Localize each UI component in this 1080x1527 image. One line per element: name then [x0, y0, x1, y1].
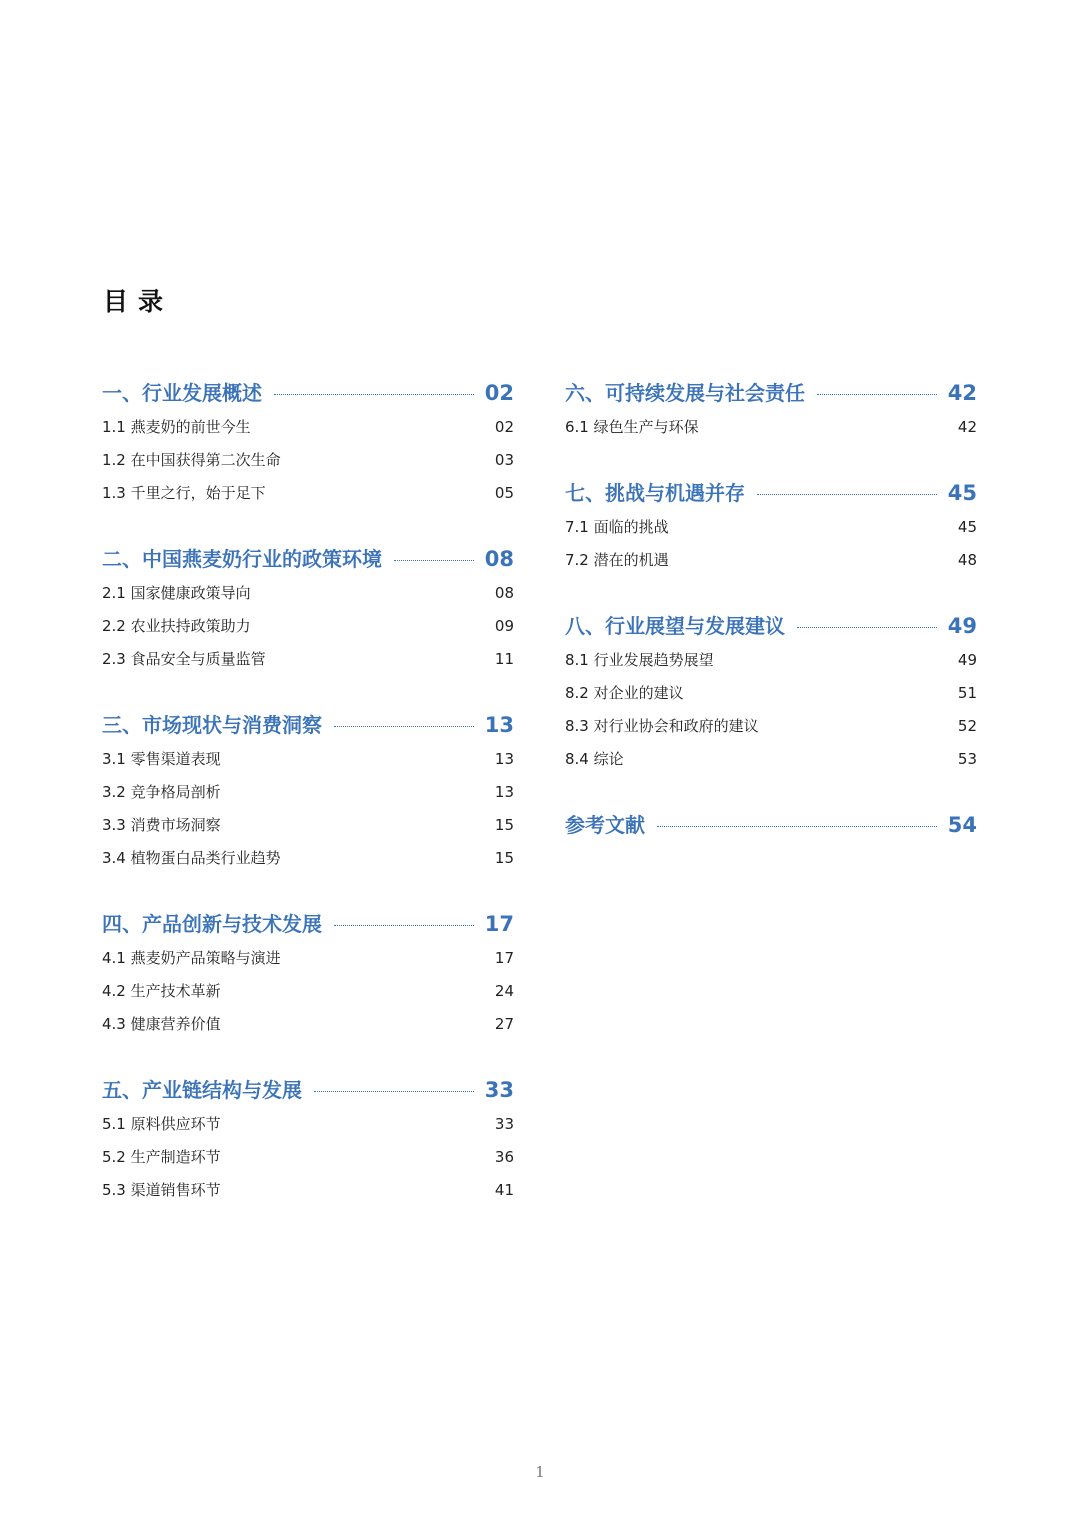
toc-entry-link[interactable] — [102, 775, 514, 808]
toc-entry-link[interactable] — [102, 476, 514, 509]
toc-entry-label: 7.1 面临的挑战 — [565, 518, 669, 536]
toc-entry-link[interactable] — [565, 543, 977, 576]
toc-entry-link[interactable] — [102, 974, 514, 1007]
chapter-title: 六、可持续发展与社会责任 — [565, 381, 805, 405]
chapter-page-number: 42 — [947, 381, 977, 405]
toc-entry-page-number: 52 — [957, 716, 977, 735]
toc-chapter — [565, 376, 977, 443]
toc-entry-label: 8.2 对企业的建议 — [565, 684, 684, 702]
toc-entry-link[interactable] — [565, 410, 977, 443]
toc-entry-link[interactable] — [565, 709, 977, 742]
toc-entry-page-number: 48 — [957, 550, 977, 569]
toc-entry-link[interactable] — [102, 1007, 514, 1040]
chapter-page-number: 45 — [947, 481, 977, 505]
dotted-leader — [394, 560, 474, 561]
chapter-title: 七、挑战与机遇并存 — [565, 481, 745, 505]
chapter-heading-link[interactable] — [565, 609, 977, 643]
toc-entry-label: 4.1 燕麦奶产品策略与演进 — [102, 949, 281, 967]
dotted-leader — [757, 494, 937, 495]
toc-entry-label: 3.4 植物蛋白品类行业趋势 — [102, 849, 281, 867]
toc-entry-link[interactable] — [102, 941, 514, 974]
toc-entry-page-number: 02 — [494, 417, 514, 436]
toc-entry-label: 3.1 零售渠道表现 — [102, 750, 221, 768]
toc-chapter — [565, 808, 977, 842]
toc-entry-page-number: 49 — [957, 650, 977, 669]
toc-chapter — [565, 609, 977, 775]
dotted-leader — [274, 394, 474, 395]
toc-entry-label: 4.2 生产技术革新 — [102, 982, 221, 1000]
toc-entry-link[interactable] — [102, 841, 514, 874]
chapter-title: 参考文献 — [565, 813, 645, 837]
toc-chapter — [102, 542, 514, 675]
toc-right-column — [565, 376, 977, 875]
chapter-heading-link[interactable] — [102, 907, 514, 941]
toc-left-column — [102, 376, 514, 1239]
toc-entry-label: 8.1 行业发展趋势展望 — [565, 651, 714, 669]
chapter-page-number: 54 — [947, 813, 977, 837]
toc-entry-page-number: 09 — [494, 616, 514, 635]
toc-entry-page-number: 33 — [494, 1114, 514, 1133]
toc-entry-label: 5.1 原料供应环节 — [102, 1115, 221, 1133]
toc-chapter — [102, 376, 514, 509]
toc-entry-link[interactable] — [565, 676, 977, 709]
toc-entry-page-number: 42 — [957, 417, 977, 436]
toc-chapter — [102, 1073, 514, 1206]
toc-entry-page-number: 15 — [494, 848, 514, 867]
chapter-heading-link[interactable] — [565, 808, 977, 842]
toc-entry-label: 3.2 竞争格局剖析 — [102, 783, 221, 801]
chapter-heading-link[interactable] — [102, 1073, 514, 1107]
dotted-leader — [797, 627, 937, 628]
toc-entry-page-number: 03 — [494, 450, 514, 469]
chapter-page-number: 49 — [947, 614, 977, 638]
toc-entry-page-number: 17 — [494, 948, 514, 967]
toc-entry-label: 2.1 国家健康政策导向 — [102, 584, 251, 602]
toc-entry-label: 7.2 潜在的机遇 — [565, 551, 669, 569]
toc-entry-label: 2.2 农业扶持政策助力 — [102, 617, 251, 635]
toc-entry-page-number: 05 — [494, 483, 514, 502]
toc-entry-page-number: 13 — [494, 782, 514, 801]
toc-entry-page-number: 51 — [957, 683, 977, 702]
dotted-leader — [334, 726, 474, 727]
chapter-page-number: 13 — [484, 713, 514, 737]
toc-entry-page-number: 53 — [957, 749, 977, 768]
toc-entry-page-number: 45 — [957, 517, 977, 536]
toc-entry-link[interactable] — [565, 510, 977, 543]
toc-entry-link[interactable] — [102, 742, 514, 775]
chapter-title: 三、市场现状与消费洞察 — [102, 713, 322, 737]
toc-entry-label: 5.2 生产制造环节 — [102, 1148, 221, 1166]
chapter-page-number: 02 — [484, 381, 514, 405]
toc-chapter — [565, 476, 977, 576]
toc-entry-link[interactable] — [102, 1140, 514, 1173]
toc-entry-page-number: 11 — [494, 649, 514, 668]
toc-entry-page-number: 36 — [494, 1147, 514, 1166]
dotted-leader — [657, 826, 937, 827]
chapter-title: 四、产品创新与技术发展 — [102, 912, 322, 936]
toc-entry-link[interactable] — [565, 742, 977, 775]
toc-entry-label: 4.3 健康营养价值 — [102, 1015, 221, 1033]
toc-entry-link[interactable] — [102, 1107, 514, 1140]
toc-entry-link[interactable] — [102, 609, 514, 642]
toc-entry-link[interactable] — [565, 643, 977, 676]
toc-entry-page-number: 13 — [494, 749, 514, 768]
chapter-page-number: 17 — [484, 912, 514, 936]
chapter-heading-link[interactable] — [565, 476, 977, 510]
toc-entry-link[interactable] — [102, 1173, 514, 1206]
toc-entry-link[interactable] — [102, 642, 514, 675]
toc-chapter — [102, 907, 514, 1040]
toc-entry-label: 1.2 在中国获得第二次生命 — [102, 451, 281, 469]
toc-entry-page-number: 41 — [494, 1180, 514, 1199]
chapter-title: 一、行业发展概述 — [102, 381, 262, 405]
chapter-title: 二、中国燕麦奶行业的政策环境 — [102, 547, 382, 571]
toc-entry-link[interactable] — [102, 808, 514, 841]
dotted-leader — [817, 394, 937, 395]
toc-chapter — [102, 708, 514, 874]
toc-entry-label: 1.3 千里之行，始于足下 — [102, 484, 266, 502]
chapter-heading-link[interactable] — [565, 376, 977, 410]
chapter-page-number: 08 — [484, 547, 514, 571]
toc-entry-link[interactable] — [102, 410, 514, 443]
toc-entry-label: 1.1 燕麦奶的前世今生 — [102, 418, 251, 436]
toc-entry-link[interactable] — [102, 576, 514, 609]
toc-entry-link[interactable] — [102, 443, 514, 476]
toc-entry-label: 3.3 消费市场洞察 — [102, 816, 221, 834]
toc-entry-page-number: 08 — [494, 583, 514, 602]
chapter-page-number: 33 — [484, 1078, 514, 1102]
chapter-heading-link[interactable] — [102, 542, 514, 576]
toc-entry-label: 8.3 对行业协会和政府的建议 — [565, 717, 759, 735]
toc-entry-label: 8.4 综论 — [565, 750, 624, 768]
toc-entry-label: 6.1 绿色生产与环保 — [565, 418, 699, 436]
toc-entry-label: 5.3 渠道销售环节 — [102, 1181, 221, 1199]
toc-entry-label: 2.3 食品安全与质量监管 — [102, 650, 266, 668]
chapter-heading-link[interactable] — [102, 376, 514, 410]
chapter-title: 八、行业展望与发展建议 — [565, 614, 785, 638]
dotted-leader — [334, 925, 474, 926]
toc-entry-page-number: 27 — [494, 1014, 514, 1033]
toc-entry-page-number: 15 — [494, 815, 514, 834]
toc-title: 目录 — [103, 287, 174, 316]
chapter-heading-link[interactable] — [102, 708, 514, 742]
page-number: 1 — [535, 1463, 545, 1481]
chapter-title: 五、产业链结构与发展 — [102, 1078, 302, 1102]
dotted-leader — [314, 1091, 474, 1092]
toc-entry-page-number: 24 — [494, 981, 514, 1000]
